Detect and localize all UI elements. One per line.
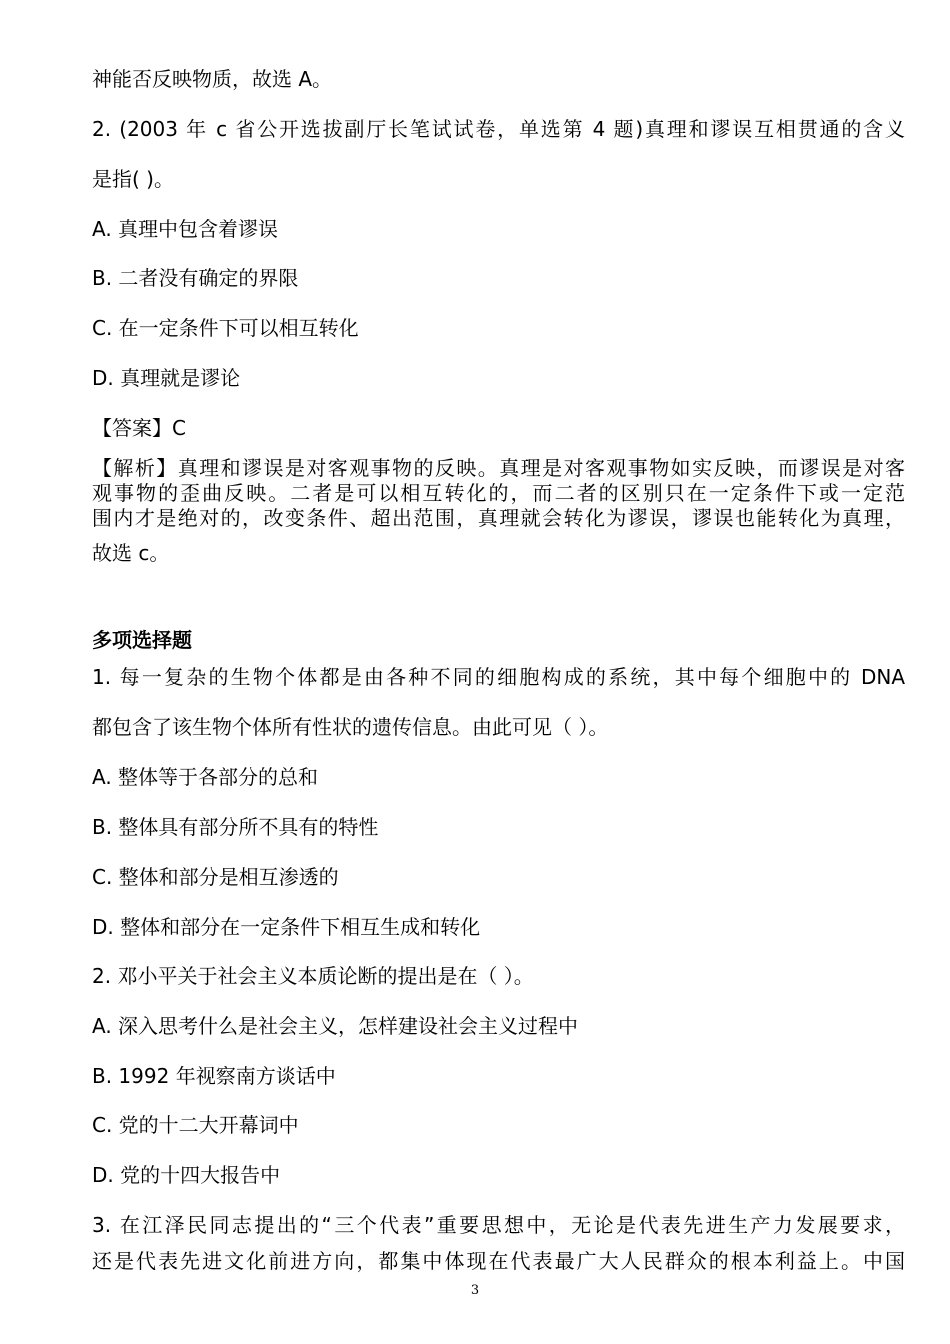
- option-b: B. 整体具有部分所不具有的特性: [92, 815, 379, 839]
- option-d: D. 真理就是谬论: [92, 366, 241, 390]
- question-line: 2. (2003 年 c 省公开选拔副厅长笔试试卷，单选第 4 题)真理和谬误互相贯通的含义: [92, 117, 905, 141]
- option-c: C. 整体和部分是相互渗透的: [92, 865, 339, 889]
- option-a: A. 真理中包含着谬误: [92, 217, 279, 241]
- answer-line: 【答案】C: [92, 416, 186, 440]
- question-line: 是指( )。: [92, 167, 174, 191]
- option-a: A. 深入思考什么是社会主义，怎样建设社会主义过程中: [92, 1014, 579, 1038]
- question-line: 都包含了该生物个体所有性状的遗传信息。由此可见（ ）。: [92, 715, 609, 739]
- section-heading: 多项选择题: [92, 628, 192, 652]
- option-b: B. 二者没有确定的界限: [92, 266, 299, 290]
- analysis-line: 围内才是绝对的，改变条件、超出范围，真理就会转化为谬误，谬误也能转化为真理，: [92, 506, 905, 530]
- question-line: 2. 邓小平关于社会主义本质论断的提出是在（ ）。: [92, 964, 534, 988]
- analysis-line: 故选 c。: [92, 541, 170, 565]
- option-c: C. 在一定条件下可以相互转化: [92, 316, 359, 340]
- question-line: 1. 每一复杂的生物个体都是由各种不同的细胞构成的系统，其中每个细胞中的 DNA: [92, 665, 905, 689]
- question-line: 还是代表先进文化前进方向，都集中体现在代表最广大人民群众的根本利益上。中国: [92, 1249, 905, 1273]
- option-b: B. 1992 年视察南方谈话中: [92, 1064, 336, 1088]
- option-c: C. 党的十二大开幕词中: [92, 1113, 299, 1137]
- page-number: 3: [470, 1283, 480, 1298]
- analysis-line: 观事物的歪曲反映。二者是可以相互转化的，而二者的区别只在一定条件下或一定范: [92, 481, 905, 505]
- question-line: 3. 在江泽民同志提出的“三个代表”重要思想中，无论是代表先进生产力发展要求，: [92, 1213, 905, 1237]
- option-a: A. 整体等于各部分的总和: [92, 765, 319, 789]
- text-line: 神能否反映物质，故选 A。: [92, 67, 333, 91]
- analysis-line: 【解析】真理和谬误是对客观事物的反映。真理是对客观事物如实反映，而谬误是对客: [92, 456, 905, 480]
- option-d: D. 整体和部分在一定条件下相互生成和转化: [92, 915, 481, 939]
- option-d: D. 党的十四大报告中: [92, 1163, 281, 1187]
